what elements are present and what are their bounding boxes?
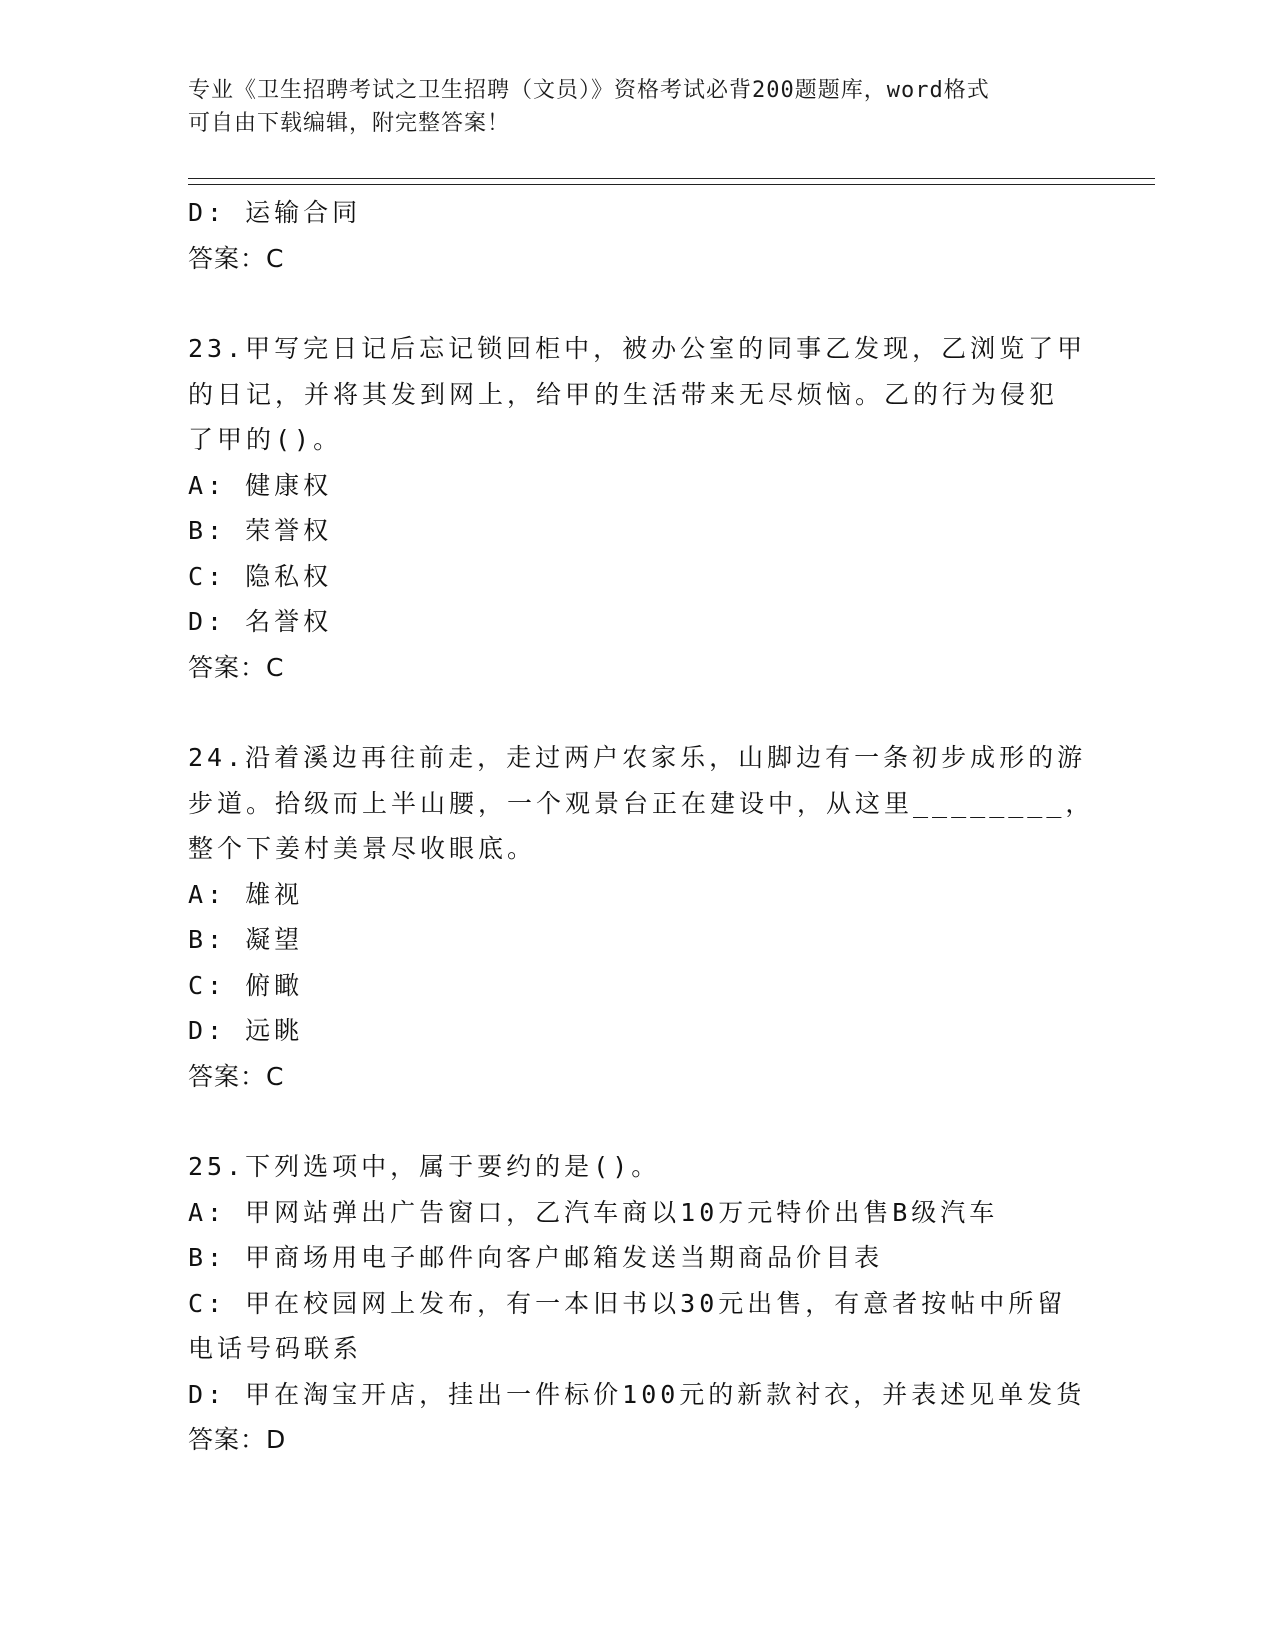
option-d: D: 远眺 [188, 1016, 304, 1045]
answer-line: 答案：D [188, 1425, 287, 1454]
header-line-1: 专业《卫生招聘考试之卫生招聘（文员）》资格考试必背200题题库，word格式 [188, 78, 990, 103]
option-a: A: 雄视 [188, 879, 304, 909]
question-text-line: 了甲的()。 [188, 425, 343, 454]
question-24 [188, 735, 1095, 1099]
option-c: C: 甲在校园网上发布，有一本旧书以30元出售，有意者按帖中所留 [188, 1288, 1067, 1318]
answer-line: 答案：C [188, 1061, 285, 1091]
question-text-line: 整个下姜村美景尽收眼底。 [188, 834, 537, 863]
option-b: B: 荣誉权 [188, 516, 333, 545]
option-d: D: 运输合同 [188, 198, 362, 227]
question-text-line: 步道。拾级而上半山腰，一个观景台正在建设中，从这里________， [188, 788, 1095, 818]
answer-line: 答案：C [188, 652, 285, 682]
spacer [188, 1099, 1088, 1144]
spacer [188, 690, 1088, 735]
question-text-line: 25.下列选项中，属于要约的是()。 [188, 1152, 661, 1181]
answer-line: 答案：C [188, 243, 285, 273]
question-text-line: 24.沿着溪边再往前走，走过两户农家乐，山脚边有一条初步成形的游 [188, 743, 1087, 772]
question-23 [188, 326, 1088, 690]
option-b: B: 甲商场用电子邮件向客户邮箱发送当期商品价目表 [188, 1243, 884, 1272]
option-a: A: 甲网站弹出广告窗口，乙汽车商以10万元特价出售B级汽车 [188, 1197, 999, 1227]
option-c: C: 隐私权 [188, 561, 333, 591]
header-rule-top [188, 178, 1155, 179]
question-list [188, 190, 1095, 1463]
option-d: D: 甲在淘宝开店，挂出一件标价100元的新款衬衣，并表述见单发货 [188, 1379, 1086, 1409]
question-25 [188, 1144, 1088, 1463]
header-rule-bottom [188, 184, 1155, 185]
option-b: B: 凝望 [188, 925, 304, 954]
question-text-line: 23.甲写完日记后忘记锁回柜中，被办公室的同事乙发现，乙浏览了甲 [188, 334, 1087, 363]
option-d: D: 名誉权 [188, 607, 333, 636]
option-c: C: 俯瞰 [188, 970, 304, 1000]
option-c-continued: 电话号码联系 [188, 1334, 363, 1363]
option-a: A: 健康权 [188, 470, 333, 500]
header-line-2: 可自由下载编辑，附完整答案！ [188, 111, 511, 136]
spacer [188, 281, 1088, 326]
question-text-line: 的日记，并将其发到网上，给甲的生活带来无尽烦恼。乙的行为侵犯 [188, 379, 1059, 409]
document-header [188, 74, 1068, 140]
